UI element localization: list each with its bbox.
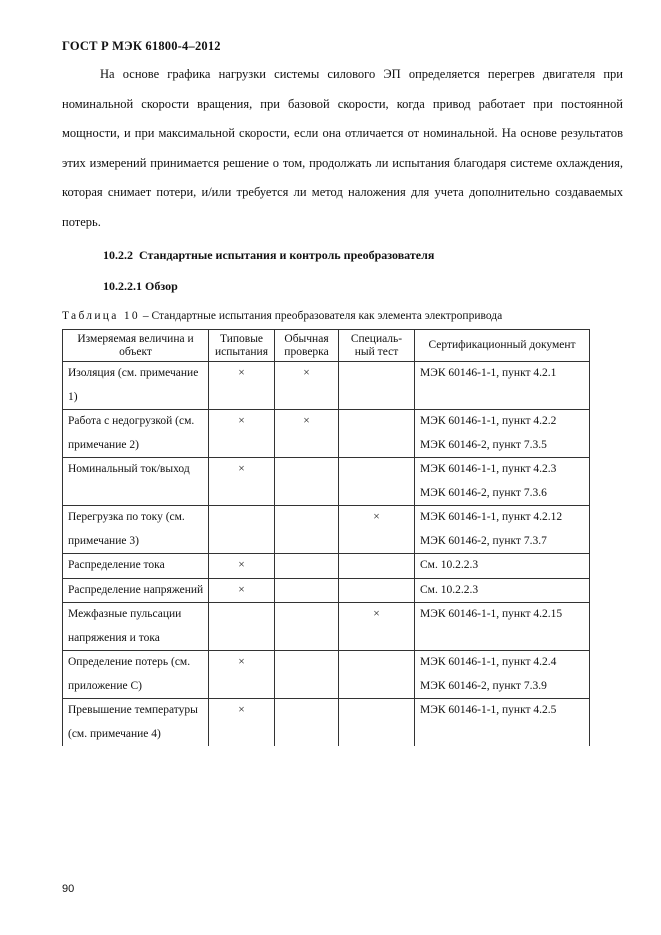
section-number: 10.2.2 <box>103 248 133 262</box>
table-row <box>63 506 590 554</box>
table-row <box>63 362 590 410</box>
table-row <box>63 578 590 603</box>
special-test-mark: × <box>339 506 415 554</box>
object-cell: Изоляция (см. примечание 1) <box>63 362 209 410</box>
column-header-routine: Обычная проверка <box>275 330 339 362</box>
document-reference: МЭК 60146-2, пункт 7.3.9 <box>420 679 547 692</box>
type-test-mark <box>209 603 275 651</box>
routine-test-mark: × <box>275 410 339 458</box>
special-test-mark <box>339 699 415 747</box>
document-reference: МЭК 60146-1-1, пункт 4.2.5 <box>420 704 557 716</box>
special-test-mark <box>339 554 415 579</box>
type-test-mark <box>209 506 275 554</box>
routine-test-mark <box>275 578 339 603</box>
table-row <box>63 699 590 747</box>
type-test-mark: × <box>209 362 275 410</box>
routine-test-mark <box>275 458 339 506</box>
special-test-mark <box>339 458 415 506</box>
routine-test-mark: × <box>275 362 339 410</box>
table-body <box>63 362 590 747</box>
section-heading <box>103 248 434 263</box>
object-cell: Номинальный ток/выход <box>63 458 209 506</box>
column-header-special: Специаль-ный тест <box>339 330 415 362</box>
document-reference: МЭК 60146-2, пункт 7.3.5 <box>420 438 547 451</box>
special-test-mark <box>339 651 415 699</box>
standard-tests-table <box>62 329 590 746</box>
special-test-mark <box>339 578 415 603</box>
document-cell <box>415 362 590 410</box>
table-caption-label: Таблица 10 <box>62 310 140 322</box>
special-test-mark: × <box>339 603 415 651</box>
subsection-title: Обзор <box>145 279 178 293</box>
type-test-mark: × <box>209 699 275 747</box>
page-number: 90 <box>62 883 75 895</box>
subsection-heading <box>103 279 178 294</box>
type-test-mark: × <box>209 410 275 458</box>
document-cell <box>415 699 590 747</box>
document-reference: МЭК 60146-1-1, пункт 4.2.4 <box>420 656 557 668</box>
routine-test-mark <box>275 651 339 699</box>
document-reference: МЭК 60146-1-1, пункт 4.2.1 <box>420 367 557 379</box>
object-cell: Определение потерь (см. приложение С) <box>63 651 209 699</box>
table-header-row <box>63 330 590 362</box>
document-header: ГОСТ Р МЭК 61800-4–2012 <box>62 39 221 53</box>
document-cell <box>415 410 590 458</box>
type-test-mark: × <box>209 651 275 699</box>
document-reference: МЭК 60146-1-1, пункт 4.2.15 <box>420 608 563 620</box>
routine-test-mark <box>275 554 339 579</box>
document-cell <box>415 651 590 699</box>
document-reference: МЭК 60146-1-1, пункт 4.2.3 <box>420 463 557 475</box>
intro-paragraph: На основе графика нагрузки системы силового ЭП определяется перегрев двигателя при номинальной скорости вращения, при базовой скорости, когда привод работает при постоянной мощности, и при максимальной скорости, если она отличается от номинальной. На основе результатов этих измерений принимается решение о том, продолжать ли испытания благодаря системе охлаждения, которая снимает потери, и/или требуется ли метод наложения для учета дополнительно создаваемых потерь. <box>62 67 623 229</box>
table-caption-text: – Стандартные испытания преобразователя как элемента электропривода <box>139 310 503 322</box>
type-test-mark: × <box>209 578 275 603</box>
special-test-mark <box>339 362 415 410</box>
routine-test-mark <box>275 506 339 554</box>
table-row <box>63 554 590 579</box>
table-row <box>63 410 590 458</box>
table-row <box>63 603 590 651</box>
object-cell: Работа с недогрузкой (см. примечание 2) <box>63 410 209 458</box>
column-header-document: Сертификационный документ <box>415 330 590 362</box>
document-reference: См. 10.2.2.3 <box>420 559 479 571</box>
table-row <box>63 458 590 506</box>
document-reference: См. 10.2.2.3 <box>420 583 479 596</box>
routine-test-mark <box>275 699 339 747</box>
object-cell: Межфазные пульсации напряжения и тока <box>63 603 209 651</box>
routine-test-mark <box>275 603 339 651</box>
document-cell <box>415 506 590 554</box>
type-test-mark: × <box>209 554 275 579</box>
special-test-mark <box>339 410 415 458</box>
document-cell <box>415 554 590 579</box>
document-reference: МЭК 60146-1-1, пункт 4.2.2 <box>420 415 557 427</box>
object-cell: Распределение тока <box>63 554 209 579</box>
section-title: Стандартные испытания и контроль преобразователя <box>139 248 435 262</box>
document-cell <box>415 603 590 651</box>
object-cell: Перегрузка по току (см. примечание 3) <box>63 506 209 554</box>
document-cell <box>415 458 590 506</box>
object-cell: Превышение температуры (см. примечание 4) <box>63 699 209 747</box>
document-reference: МЭК 60146-1-1, пункт 4.2.12 <box>420 511 563 523</box>
table-row <box>63 651 590 699</box>
subsection-number: 10.2.2.1 <box>103 279 142 293</box>
column-header-object: Измеряемая величина и объект <box>63 330 209 362</box>
table-caption <box>62 310 502 322</box>
type-test-mark: × <box>209 458 275 506</box>
document-cell <box>415 578 590 603</box>
object-cell: Распределение напряжений <box>63 578 209 603</box>
document-reference: МЭК 60146-2, пункт 7.3.6 <box>420 486 547 499</box>
document-reference: МЭК 60146-2, пункт 7.3.7 <box>420 534 547 547</box>
column-header-type-test: Типовые испытания <box>209 330 275 362</box>
